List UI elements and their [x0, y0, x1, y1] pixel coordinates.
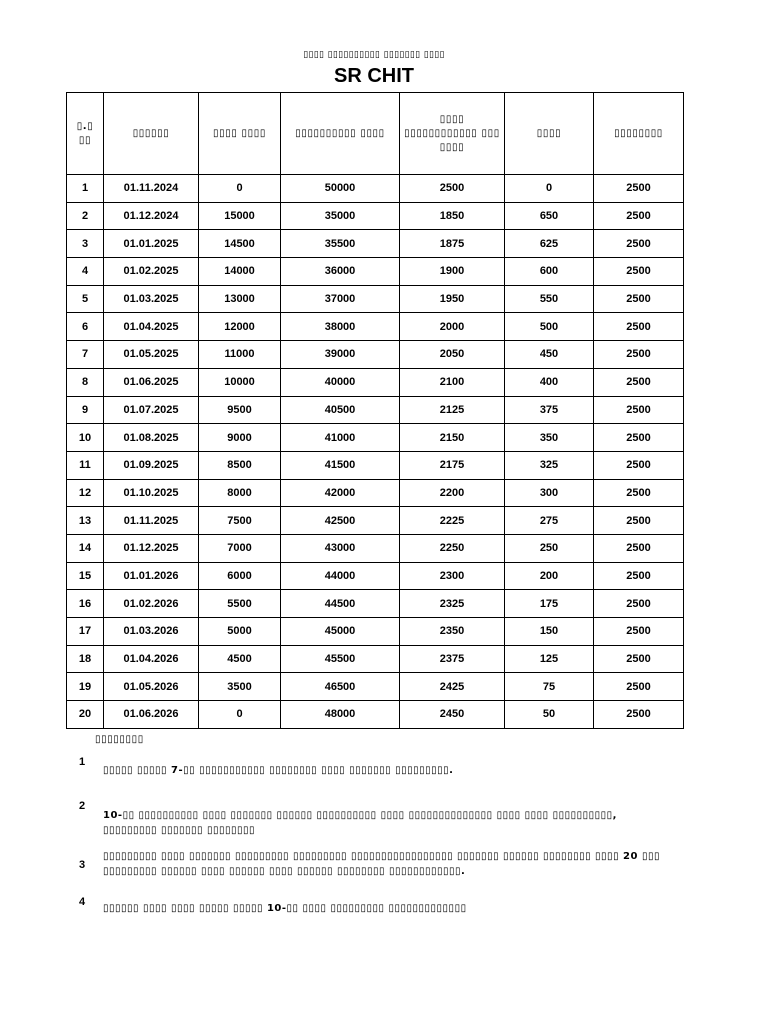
cell-bid-amount: 14000 [199, 258, 281, 286]
cell-dividend: 650 [505, 202, 594, 230]
cell-payout-amount: 42000 [281, 479, 400, 507]
cell-bid-amount: 13000 [199, 285, 281, 313]
table-row [67, 479, 684, 507]
cell-bid-amount: 3500 [199, 673, 281, 701]
note-number-4: 4 [79, 896, 86, 908]
cell-serial-no: 15 [67, 562, 104, 590]
cell-installment-amount: 1950 [400, 285, 505, 313]
cell-payout-amount: 40500 [281, 396, 400, 424]
cell-bid-amount: 14500 [199, 230, 281, 258]
cell-total: 2500 [594, 618, 684, 646]
cell-date: 01.08.2025 [104, 424, 199, 452]
header-total: ▯▯▯▯▯▯▯▯ [594, 93, 684, 175]
note-text-1: ▯▯▯▯▯ ▯▯▯▯▯ 7-▯▯ ▯▯▯▯▯▯▯▯▯▯▯ ▯▯▯▯▯▯▯▯ ▯▯▯▯ ▯▯▯▯▯▯▯ ▯▯▯▯▯▯▯▯▯. [103, 765, 454, 776]
cell-installment-amount: 2325 [400, 590, 505, 618]
cell-bid-amount: 6000 [199, 562, 281, 590]
cell-serial-no: 1 [67, 175, 104, 203]
cell-dividend: 500 [505, 313, 594, 341]
cell-date: 01.07.2025 [104, 396, 199, 424]
cell-payout-amount: 41500 [281, 451, 400, 479]
cell-payout-amount: 50000 [281, 175, 400, 203]
cell-total: 2500 [594, 313, 684, 341]
table-row [67, 175, 684, 203]
cell-dividend: 250 [505, 534, 594, 562]
cell-payout-amount: 43000 [281, 534, 400, 562]
cell-payout-amount: 44500 [281, 590, 400, 618]
table-row [67, 507, 684, 535]
cell-installment-amount: 2300 [400, 562, 505, 590]
cell-total: 2500 [594, 451, 684, 479]
cell-bid-amount: 5500 [199, 590, 281, 618]
cell-installment-amount: 2200 [400, 479, 505, 507]
cell-serial-no: 18 [67, 645, 104, 673]
cell-installment-amount: 2375 [400, 645, 505, 673]
cell-date: 01.02.2026 [104, 590, 199, 618]
cell-total: 2500 [594, 424, 684, 452]
chit-schedule-table [66, 92, 684, 729]
header-bid-amount: ▯▯▯▯ ▯▯▯▯ [199, 93, 281, 175]
cell-total: 2500 [594, 396, 684, 424]
cell-date: 01.06.2025 [104, 368, 199, 396]
cell-serial-no: 9 [67, 396, 104, 424]
table-row [67, 590, 684, 618]
cell-bid-amount: 12000 [199, 313, 281, 341]
table-row [67, 673, 684, 701]
cell-dividend: 375 [505, 396, 594, 424]
cell-serial-no: 13 [67, 507, 104, 535]
table-row [67, 534, 684, 562]
cell-total: 2500 [594, 202, 684, 230]
cell-bid-amount: 7000 [199, 534, 281, 562]
table-row [67, 341, 684, 369]
cell-dividend: 550 [505, 285, 594, 313]
cell-payout-amount: 45500 [281, 645, 400, 673]
cell-bid-amount: 4500 [199, 645, 281, 673]
cell-serial-no: 3 [67, 230, 104, 258]
cell-serial-no: 12 [67, 479, 104, 507]
cell-installment-amount: 2150 [400, 424, 505, 452]
header-installment-amount: ▯▯▯▯ ▯▯▯▯▯▯▯▯▯▯▯▯ ▯▯▯ ▯▯▯▯ [400, 93, 505, 175]
cell-bid-amount: 7500 [199, 507, 281, 535]
table-row [67, 396, 684, 424]
cell-dividend: 300 [505, 479, 594, 507]
cell-dividend: 175 [505, 590, 594, 618]
cell-total: 2500 [594, 673, 684, 701]
table-body [67, 175, 684, 729]
cell-payout-amount: 48000 [281, 701, 400, 729]
table-row [67, 313, 684, 341]
cell-date: 01.01.2025 [104, 230, 199, 258]
cell-total: 2500 [594, 285, 684, 313]
cell-installment-amount: 2125 [400, 396, 505, 424]
note-number-3: 3 [79, 859, 86, 871]
cell-payout-amount: 45000 [281, 618, 400, 646]
cell-payout-amount: 44000 [281, 562, 400, 590]
cell-installment-amount: 2050 [400, 341, 505, 369]
cell-bid-amount: 0 [199, 701, 281, 729]
cell-installment-amount: 2425 [400, 673, 505, 701]
cell-installment-amount: 2175 [400, 451, 505, 479]
cell-date: 01.12.2024 [104, 202, 199, 230]
cell-dividend: 200 [505, 562, 594, 590]
cell-total: 2500 [594, 507, 684, 535]
cell-serial-no: 4 [67, 258, 104, 286]
table-row [67, 424, 684, 452]
cell-bid-amount: 10000 [199, 368, 281, 396]
cell-serial-no: 10 [67, 424, 104, 452]
cell-total: 2500 [594, 479, 684, 507]
cell-dividend: 0 [505, 175, 594, 203]
cell-total: 2500 [594, 258, 684, 286]
cell-serial-no: 7 [67, 341, 104, 369]
table-row [67, 368, 684, 396]
table-row [67, 258, 684, 286]
cell-date: 01.05.2026 [104, 673, 199, 701]
cell-dividend: 150 [505, 618, 594, 646]
cell-payout-amount: 42500 [281, 507, 400, 535]
cell-installment-amount: 2450 [400, 701, 505, 729]
cell-installment-amount: 1900 [400, 258, 505, 286]
document-title: SR CHIT [334, 65, 414, 87]
cell-date: 01.04.2025 [104, 313, 199, 341]
cell-date: 01.06.2026 [104, 701, 199, 729]
cell-total: 2500 [594, 175, 684, 203]
table-row [67, 285, 684, 313]
note-number-1: 1 [79, 756, 86, 768]
table-row [67, 645, 684, 673]
cell-date: 01.03.2026 [104, 618, 199, 646]
cell-total: 2500 [594, 534, 684, 562]
cell-total: 2500 [594, 645, 684, 673]
table-row [67, 562, 684, 590]
cell-total: 2500 [594, 230, 684, 258]
table-row [67, 202, 684, 230]
cell-dividend: 600 [505, 258, 594, 286]
table-header [67, 93, 684, 175]
cell-serial-no: 11 [67, 451, 104, 479]
cell-dividend: 275 [505, 507, 594, 535]
cell-date: 01.11.2025 [104, 507, 199, 535]
notes-label: ▯▯▯▯▯▯▯▯ [95, 734, 144, 745]
cell-total: 2500 [594, 701, 684, 729]
cell-serial-no: 19 [67, 673, 104, 701]
cell-installment-amount: 2100 [400, 368, 505, 396]
cell-bid-amount: 5000 [199, 618, 281, 646]
note-text-3: ▯▯▯▯▯▯▯▯▯ ▯▯▯▯ ▯▯▯▯▯▯▯ ▯▯▯▯▯▯▯▯▯ ▯▯▯▯▯▯▯▯▯ ▯▯▯▯▯▯▯▯▯▯▯▯▯▯▯▯▯ ▯▯▯▯▯▯▯ ▯▯▯▯▯▯ ▯▯▯▯▯▯▯▯ ▯▯▯▯ 20 ▯▯▯ ▯▯▯▯▯▯▯▯▯ ▯▯▯▯▯▯ ▯▯▯▯ ▯▯▯▯▯▯ ▯▯▯▯ ▯▯▯▯▯▯ ▯▯▯▯▯▯▯▯ ▯▯▯▯▯▯▯▯▯▯▯▯. [103, 851, 660, 877]
cell-payout-amount: 37000 [281, 285, 400, 313]
cell-payout-amount: 35000 [281, 202, 400, 230]
cell-dividend: 400 [505, 368, 594, 396]
cell-date: 01.09.2025 [104, 451, 199, 479]
document-subtitle: ▯▯▯▯ ▯▯▯▯▯▯▯▯▯▯ ▯▯▯▯▯▯▯ ▯▯▯▯ [303, 50, 445, 60]
cell-date: 01.05.2025 [104, 341, 199, 369]
cell-serial-no: 14 [67, 534, 104, 562]
cell-bid-amount: 9500 [199, 396, 281, 424]
cell-dividend: 350 [505, 424, 594, 452]
cell-date: 01.12.2025 [104, 534, 199, 562]
table-row [67, 230, 684, 258]
cell-bid-amount: 11000 [199, 341, 281, 369]
note-text-4: ▯▯▯▯▯▯ ▯▯▯▯ ▯▯▯▯ ▯▯▯▯▯ ▯▯▯▯▯ 10-▯▯ ▯▯▯▯ ▯▯▯▯▯▯▯▯▯ ▯▯▯▯▯▯▯▯▯▯▯▯▯ [103, 903, 467, 914]
cell-payout-amount: 35500 [281, 230, 400, 258]
cell-serial-no: 17 [67, 618, 104, 646]
header-dividend: ▯▯▯▯ [505, 93, 594, 175]
cell-bid-amount: 0 [199, 175, 281, 203]
table-row [67, 701, 684, 729]
cell-total: 2500 [594, 368, 684, 396]
cell-bid-amount: 15000 [199, 202, 281, 230]
cell-installment-amount: 2500 [400, 175, 505, 203]
cell-total: 2500 [594, 562, 684, 590]
cell-serial-no: 6 [67, 313, 104, 341]
cell-bid-amount: 9000 [199, 424, 281, 452]
cell-installment-amount: 1850 [400, 202, 505, 230]
header-row [67, 93, 684, 175]
cell-serial-no: 8 [67, 368, 104, 396]
cell-payout-amount: 41000 [281, 424, 400, 452]
cell-payout-amount: 39000 [281, 341, 400, 369]
cell-date: 01.03.2025 [104, 285, 199, 313]
header-date: ▯▯▯▯▯▯ [104, 93, 199, 175]
cell-installment-amount: 2350 [400, 618, 505, 646]
cell-bid-amount: 8500 [199, 451, 281, 479]
cell-serial-no: 20 [67, 701, 104, 729]
cell-serial-no: 2 [67, 202, 104, 230]
cell-installment-amount: 2000 [400, 313, 505, 341]
cell-total: 2500 [594, 341, 684, 369]
cell-installment-amount: 2250 [400, 534, 505, 562]
cell-date: 01.02.2025 [104, 258, 199, 286]
cell-bid-amount: 8000 [199, 479, 281, 507]
cell-date: 01.01.2026 [104, 562, 199, 590]
table-row [67, 618, 684, 646]
cell-installment-amount: 2225 [400, 507, 505, 535]
cell-dividend: 450 [505, 341, 594, 369]
cell-total: 2500 [594, 590, 684, 618]
note-number-2: 2 [79, 800, 86, 812]
cell-payout-amount: 40000 [281, 368, 400, 396]
header-payout-amount: ▯▯▯▯▯▯▯▯▯▯ ▯▯▯▯ [281, 93, 400, 175]
cell-date: 01.11.2024 [104, 175, 199, 203]
note-text-2: 10-▯▯ ▯▯▯▯▯▯▯▯▯▯ ▯▯▯▯ ▯▯▯▯▯▯▯ ▯▯▯▯▯▯ ▯▯▯▯▯▯▯▯▯▯ ▯▯▯▯ ▯▯▯▯▯▯▯▯▯▯▯▯▯▯ ▯▯▯▯ ▯▯▯▯ ▯▯▯▯▯▯▯▯▯▯, ▯▯▯▯▯▯▯▯▯ ▯▯▯▯▯▯▯ ▯▯▯▯▯▯▯▯ [103, 810, 617, 836]
cell-installment-amount: 1875 [400, 230, 505, 258]
cell-date: 01.10.2025 [104, 479, 199, 507]
cell-dividend: 625 [505, 230, 594, 258]
cell-dividend: 50 [505, 701, 594, 729]
cell-dividend: 325 [505, 451, 594, 479]
cell-date: 01.04.2026 [104, 645, 199, 673]
header-serial-no: ▯.▯ ▯▯ [67, 93, 104, 175]
cell-dividend: 75 [505, 673, 594, 701]
cell-payout-amount: 36000 [281, 258, 400, 286]
cell-payout-amount: 46500 [281, 673, 400, 701]
cell-serial-no: 16 [67, 590, 104, 618]
cell-dividend: 125 [505, 645, 594, 673]
cell-payout-amount: 38000 [281, 313, 400, 341]
table-row [67, 451, 684, 479]
cell-serial-no: 5 [67, 285, 104, 313]
